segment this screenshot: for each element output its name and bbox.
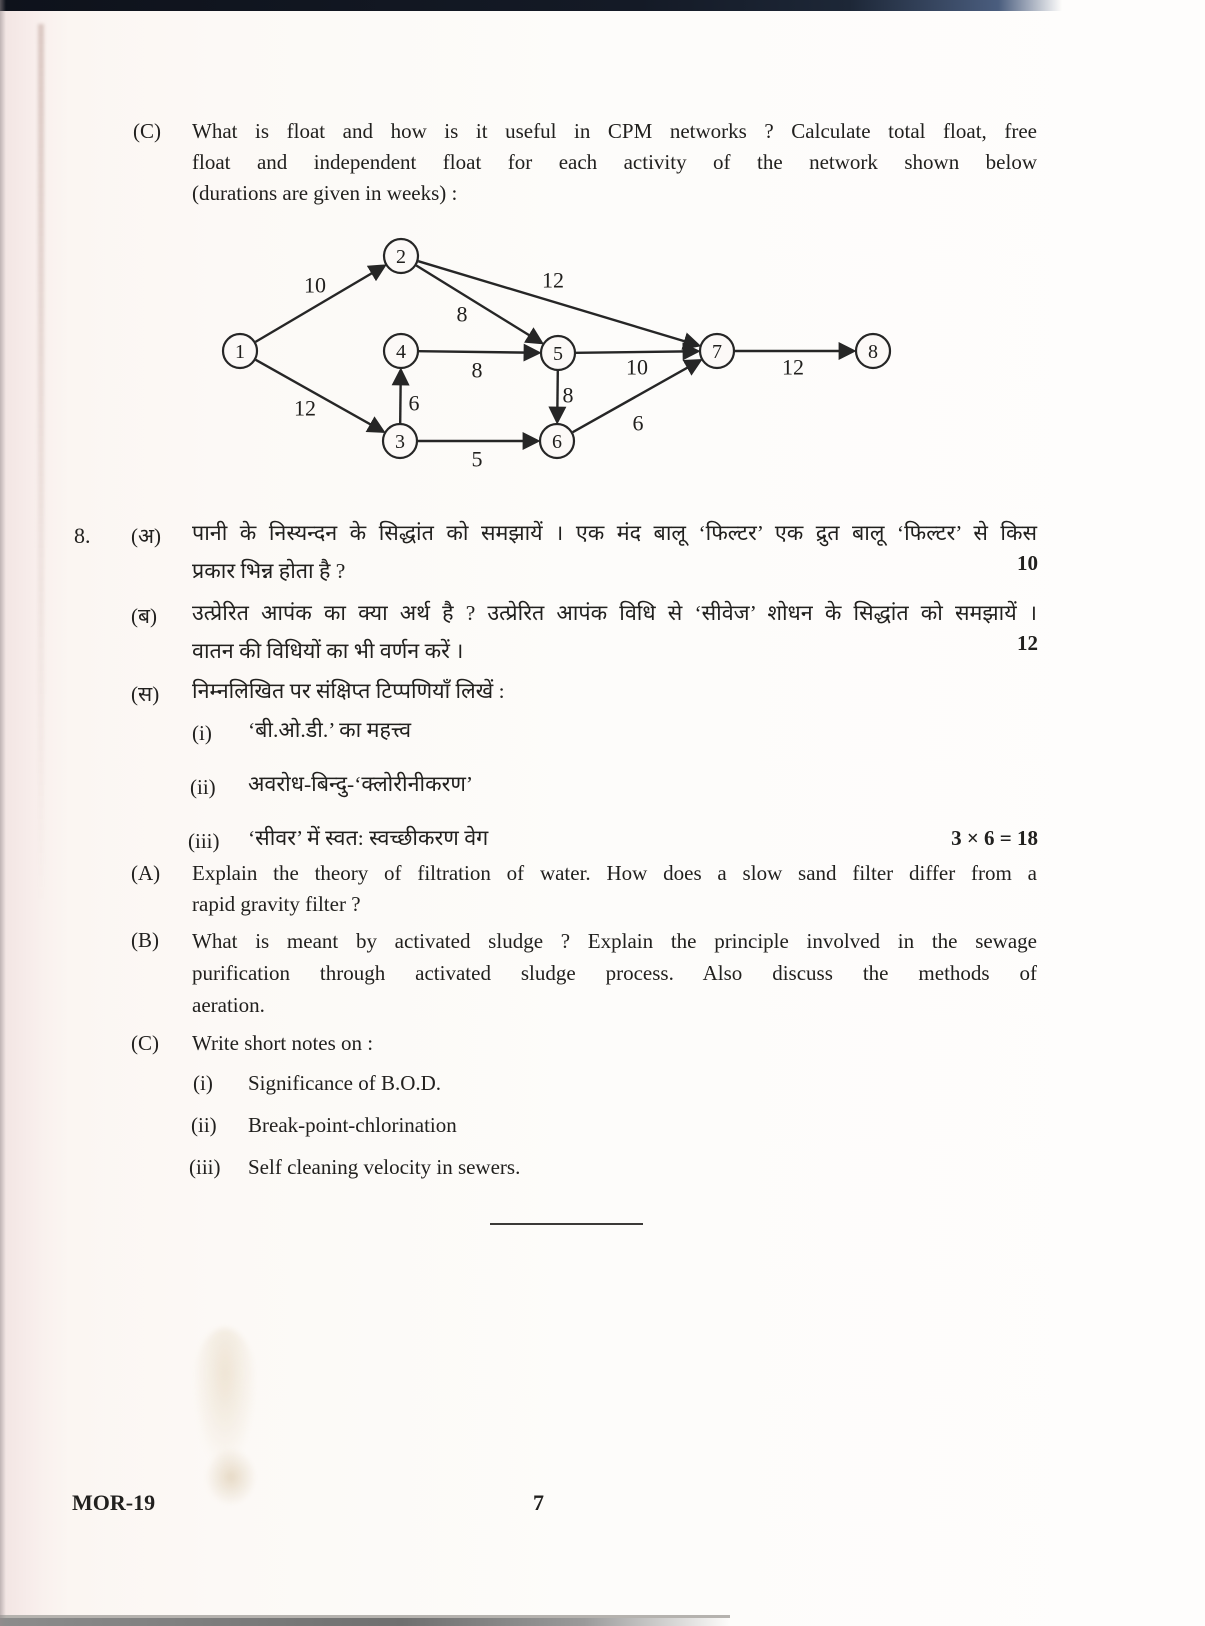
activity-arrow-5-7 [576, 351, 697, 353]
duration-label-6-7: 6 [632, 410, 644, 436]
duration-label-3-4: 6 [408, 390, 420, 416]
paper-code: MOR-19 [72, 1490, 156, 1515]
page-number: 7 [533, 1490, 544, 1515]
duration-label-3-6: 5 [471, 446, 483, 472]
question-8-number: 8. [74, 523, 91, 548]
question-7c-label: (C) [133, 119, 161, 143]
q8-english-note-iii: Self cleaning velocity in sewers. [248, 1155, 521, 1179]
q8-part-s-text [192, 672, 1037, 710]
q8-part-B-line: What is meant by activated sludge ? Explain the principle involved in the sewage [192, 929, 1037, 953]
event-node-label-4: 4 [396, 341, 406, 363]
duration-label-7-8: 12 [782, 354, 804, 380]
q8-part-s-label: (स) [131, 682, 160, 706]
q8-english-note-i-num: (i) [193, 1071, 213, 1095]
duration-label-2-7: 12 [542, 267, 564, 293]
q8-part-a-label: (अ) [131, 524, 162, 548]
q8-part-a-line: प्रकार भिन्न होता है ? [192, 559, 346, 583]
activity-arrow-2-5 [416, 265, 541, 342]
question-7c-line: float and independent float for each activity of the network shown below [192, 150, 1037, 174]
q8-part-B-line: aeration. [192, 993, 265, 1017]
section-divider-line [490, 1223, 643, 1225]
q8-english-note-iii-num: (iii) [189, 1155, 221, 1179]
q8-part-A-line: rapid gravity filter ? [192, 892, 361, 916]
q8-part-C-label: (C) [131, 1031, 159, 1055]
activity-arrow-5-6 [557, 371, 558, 421]
q8-hindi-note-ii: अवरोध-बिन्दु-‘क्लोरीनीकरण’ [248, 772, 474, 796]
duration-label-1-3: 12 [294, 395, 316, 421]
q8-hindi-note-iii-num: (iii) [188, 829, 220, 853]
q8-hindi-note-ii-num: (ii) [190, 775, 216, 799]
duration-label-5-7: 10 [626, 354, 648, 380]
q8-part-A-line: Explain the theory of filtration of water. How does a slow sand filter differ from a [192, 861, 1037, 885]
q8-part-a-text [192, 514, 1037, 590]
q8-part-a-marks: 10 [1017, 551, 1038, 575]
event-node-label-8: 8 [868, 341, 878, 363]
activity-arrow-1-3 [256, 360, 383, 431]
q8-part-s-line: निम्नलिखित पर संक्षिप्त टिप्पणियाँ लिखें : [192, 679, 505, 703]
duration-label-1-2: 10 [304, 272, 326, 298]
q8-part-s-marks: 3 × 6 = 18 [951, 826, 1038, 850]
scan-bottom-edge [0, 1615, 730, 1626]
q8-hindi-note-i-num: (i) [192, 721, 212, 745]
q8-part-A-label: (A) [131, 861, 161, 885]
activity-arrow-4-5 [419, 351, 538, 353]
event-node-label-6: 6 [552, 431, 562, 453]
duration-label-4-5: 8 [471, 357, 483, 383]
q8-part-b-line: उत्प्रेरित आपंक का क्या अर्थ है ? उत्प्रेरित आपंक विधि से ‘सीवेज’ शोधन के सिद्धांत को समझायें । [192, 601, 1037, 625]
event-node-label-3: 3 [395, 431, 405, 453]
activity-arrow-3-4 [400, 371, 401, 423]
question-7c-line: What is float and how is it useful in CPM networks ? Calculate total float, free [192, 119, 1037, 143]
q8-part-b-line: वातन की विधियों का भी वर्णन करें । [192, 639, 464, 663]
event-node-label-7: 7 [712, 341, 722, 363]
q8-part-B-label: (B) [131, 928, 159, 952]
q8-english-note-ii: Break-point-chlorination [248, 1113, 457, 1137]
event-node-label-5: 5 [553, 343, 563, 365]
question-7c-line: (durations are given in weeks) : [192, 181, 458, 205]
q8-part-b-label: (ब) [131, 604, 157, 628]
cpm-network-diagram [185, 228, 915, 488]
q8-hindi-note-i: ‘बी.ओ.डी.’ का महत्त्व [248, 718, 412, 742]
event-node-label-1: 1 [235, 341, 245, 363]
q8-part-C-text: Write short notes on : [192, 1031, 374, 1055]
q8-part-A-text [192, 858, 1037, 920]
q8-part-b-text [192, 594, 1037, 670]
q8-english-note-i: Significance of B.O.D. [248, 1071, 442, 1095]
page-fold-shadow [38, 24, 44, 904]
q8-hindi-note-iii: ‘सीवर’ में स्वत: स्वच्छीकरण वेग [248, 826, 489, 850]
event-node-label-2: 2 [396, 246, 406, 268]
scan-left-edge [0, 0, 6, 1626]
duration-label-5-6: 8 [562, 382, 574, 408]
question-7c-text [192, 116, 1037, 209]
paper-stain [205, 1448, 257, 1506]
scan-top-edge [0, 0, 1062, 11]
q8-part-B-text [192, 925, 1037, 1021]
q8-part-B-line: purification through activated sludge process. Also discuss the methods of [192, 961, 1037, 985]
duration-label-2-5: 8 [456, 301, 468, 327]
q8-english-note-ii-num: (ii) [191, 1113, 217, 1137]
q8-part-b-marks: 12 [1017, 631, 1038, 655]
q8-part-a-line: पानी के निस्यन्दन के सिद्धांत को समझायें । एक मंद बालू ‘फिल्टर’ एक द्रुत बालू ‘फिल्टर’ से किस [192, 521, 1037, 545]
